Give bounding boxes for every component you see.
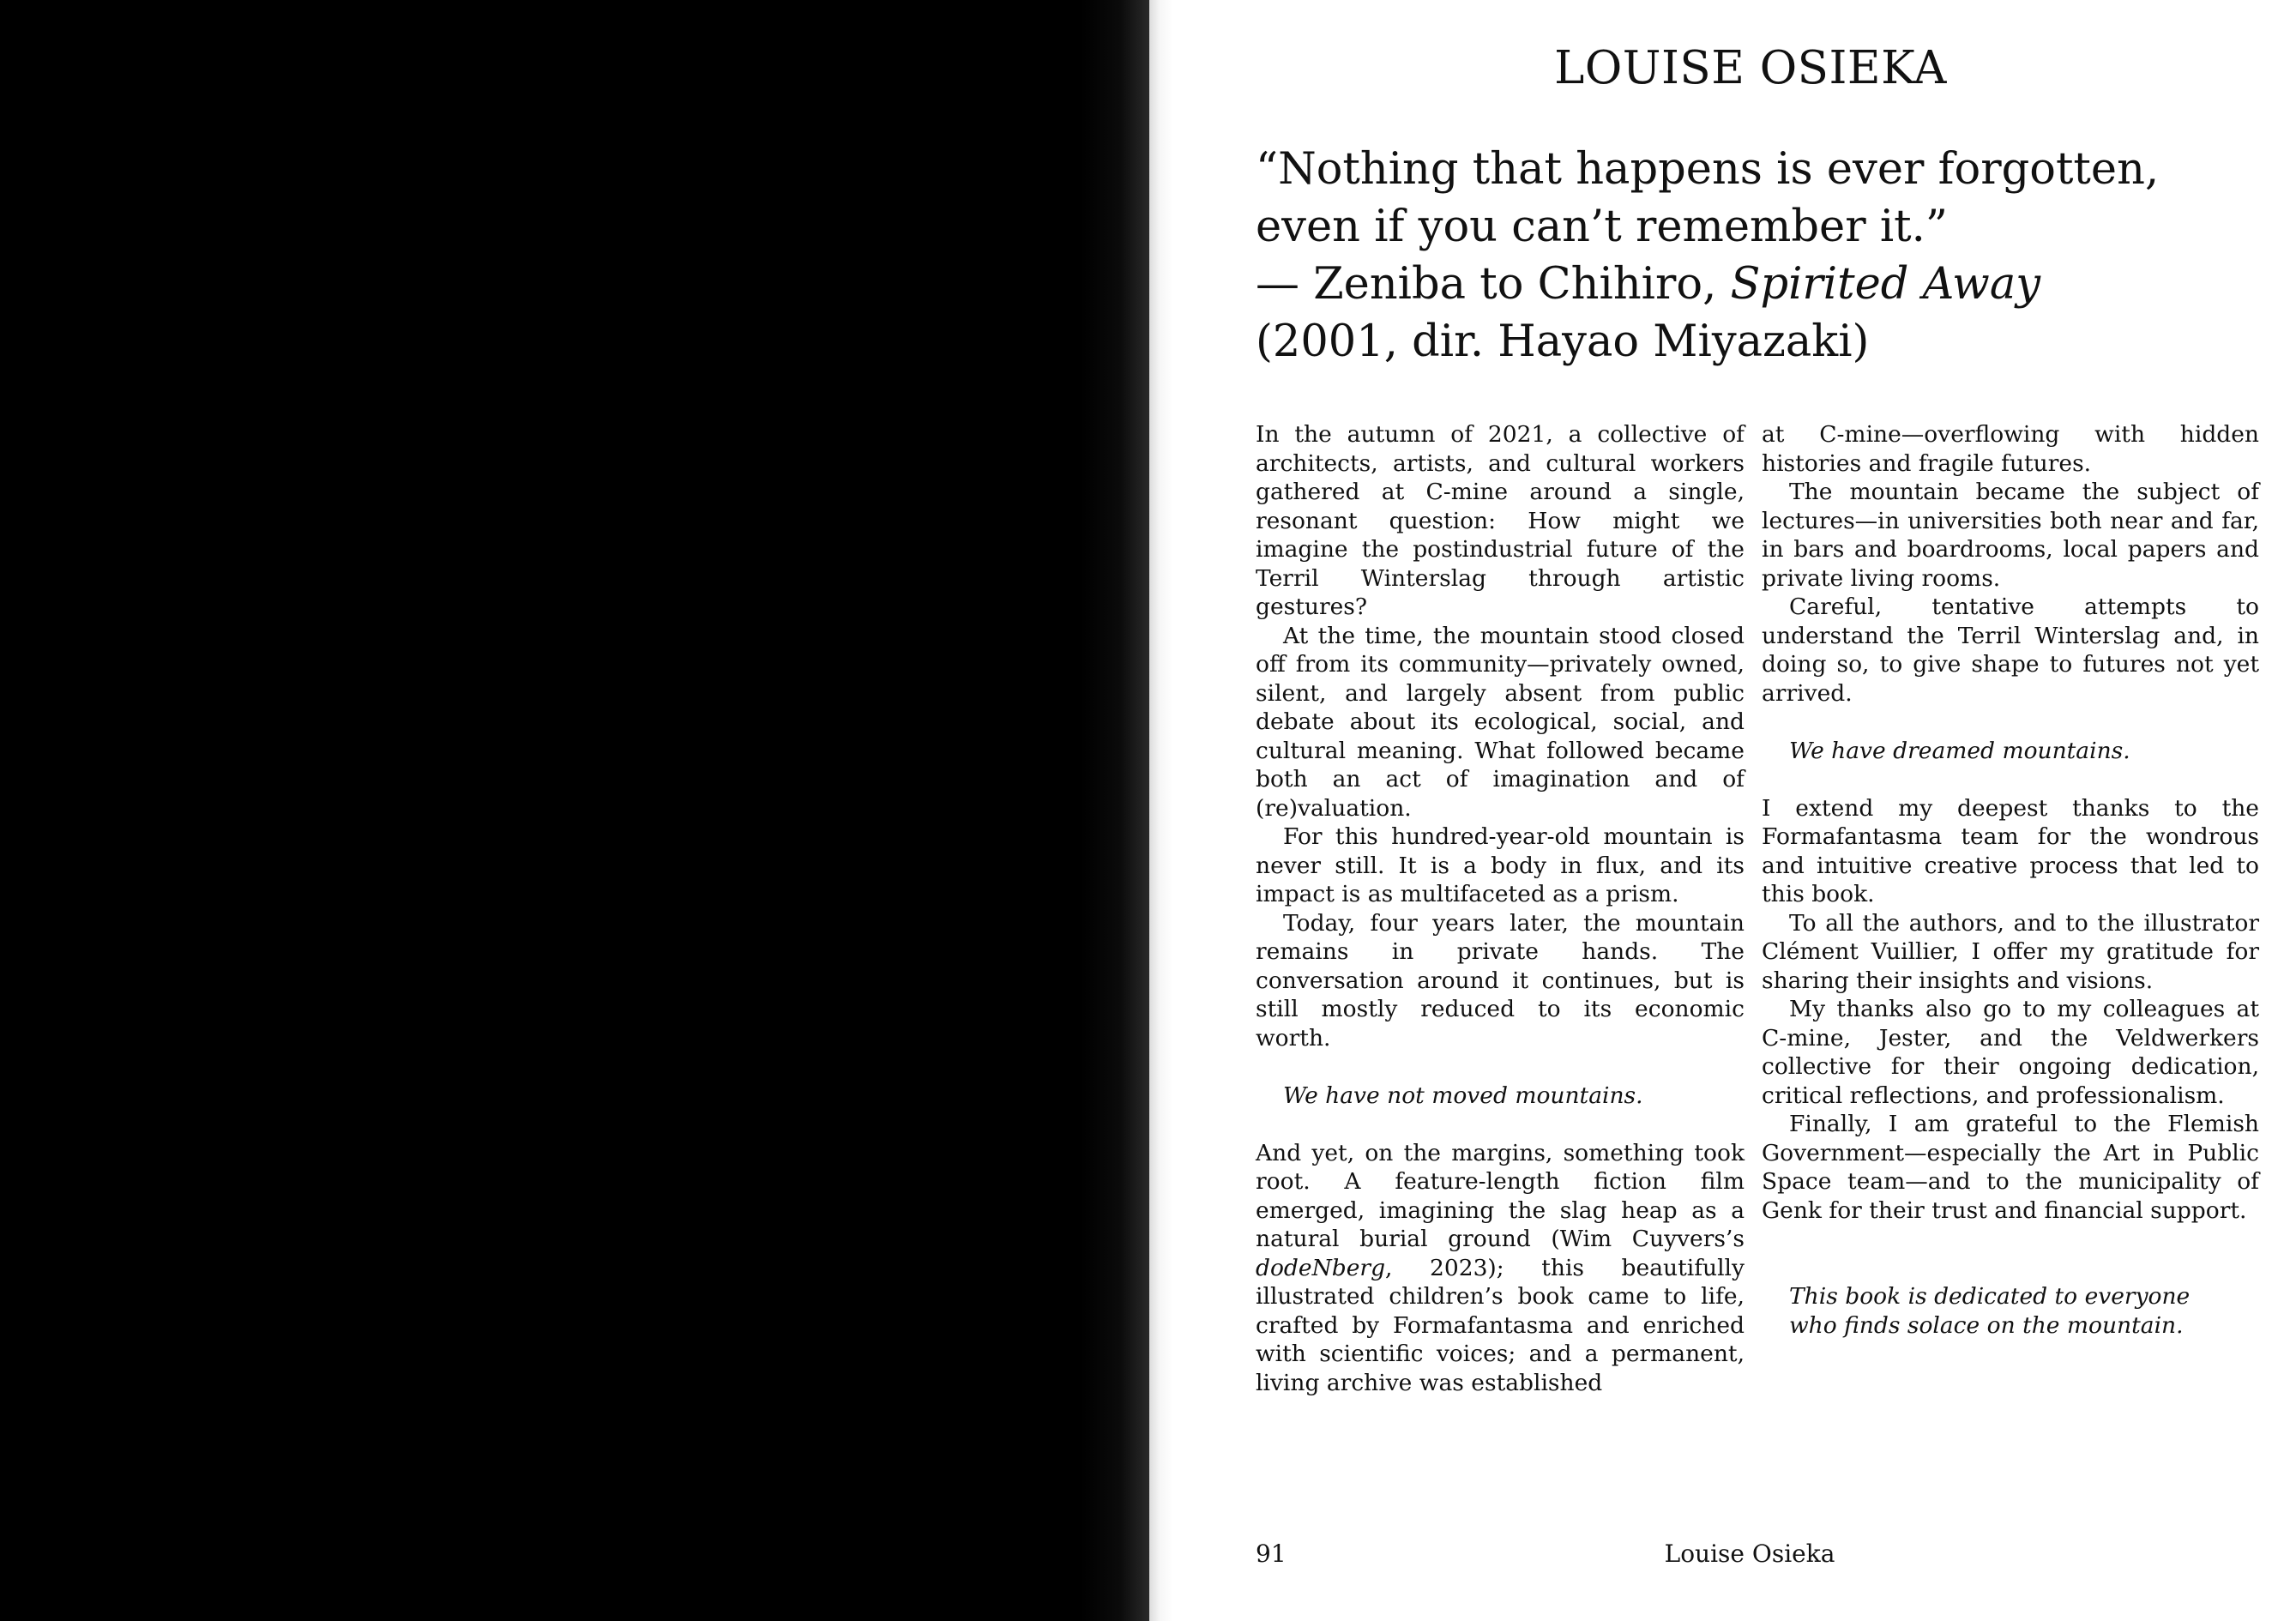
paragraph: at C-mine—overflowing with hidden histories and fragile futures. [1762, 421, 2259, 477]
pull-line: We have dreamed mountains. [1789, 737, 2130, 764]
dedication-line-1: This book is dedicated to everyone [1789, 1283, 2191, 1310]
film-title: dodeNberg [1256, 1254, 1386, 1281]
epigraph-film-details: (2001, dir. Hayao Miyazaki) [1256, 316, 1870, 367]
pull-line: We have not moved mountains. [1283, 1082, 1643, 1109]
paragraph: I extend my deepest thanks to the Formafantasma team for the wondrous and intuitive creative process that led to this book. [1762, 794, 2259, 907]
epigraph-quote [1256, 141, 2268, 371]
paragraph: Today, four years later, the mountain remains in private hands. The conversation around it continues, but is still mostly reduced to its economic worth. [1256, 909, 1745, 1052]
paragraph: Finally, I am grateful to the Flemish Government—especially the Art in Public Space team—and to the municipality of Genk for their trust and financial support. [1762, 1111, 2259, 1224]
epigraph-line-2: even if you can’t remember it.” [1256, 202, 1948, 252]
paragraph: My thanks also go to my colleagues at C-mine, Jester, and the Veldwerkers collective for their ongoing dedication, critical reflections, and professionalism. [1762, 996, 2259, 1109]
epigraph-attribution-text: — Zeniba to Chihiro, [1256, 259, 1731, 310]
text-column-right [1762, 420, 2259, 1340]
page-number: 91 [1256, 1540, 1287, 1568]
epigraph-attribution [1256, 256, 2268, 313]
paragraph [1256, 1139, 1745, 1398]
epigraph-line-1: “Nothing that happens is ever forgotten, [1256, 144, 2160, 195]
dedication [1762, 1282, 2259, 1340]
dedication-line-2: who finds solace on the mountain. [1789, 1311, 2184, 1339]
paragraph: For this hundred-year-old mountain is never still. It is a body in flux, and its impact is as multifaceted as a prism. [1256, 823, 1745, 907]
text-column-left [1256, 420, 1745, 1397]
paragraph-text: And yet, on the margins, something took root. A feature-length fiction film emerged, imagining the slag heap as a natural burial ground (Wim Cuyvers’s [1256, 1139, 1745, 1252]
paragraph-text: , 2023); this beautifully illustrated children’s book came to life, crafted by Formafantasma and enriched with scientific voices; and a permanent, living archive was established [1256, 1254, 1745, 1396]
paragraph: At the time, the mountain stood closed off from its community—privately owned, silent, and largely absent from public debate about its ecological, social, and cultural meaning. What followed became both an act of imagination and of (re)valuation. [1256, 622, 1745, 822]
paragraph: Careful, tentative attempts to understand the Terril Winterslag and, in doing so, to give shape to futures not yet arrived. [1762, 594, 2259, 707]
author-title: LOUISE OSIEKA [1554, 42, 1947, 94]
epigraph-film-title: Spirited Away [1730, 259, 2041, 310]
paragraph: To all the authors, and to the illustrator Clément Vuillier, I offer my gratitude for sharing their insights and visions. [1762, 909, 2259, 994]
paragraph: The mountain became the subject of lectures—in universities both near and far, in bars and boardrooms, local papers and private living rooms. [1762, 479, 2259, 592]
paragraph: In the autumn of 2021, a collective of architects, artists, and cultural workers gathered at C-mine around a single, resonant question: How might we imagine the postindustrial future of the Terril Winterslag through artistic gestures? [1256, 421, 1745, 620]
running-footer-name: Louise Osieka [1664, 1540, 1835, 1568]
